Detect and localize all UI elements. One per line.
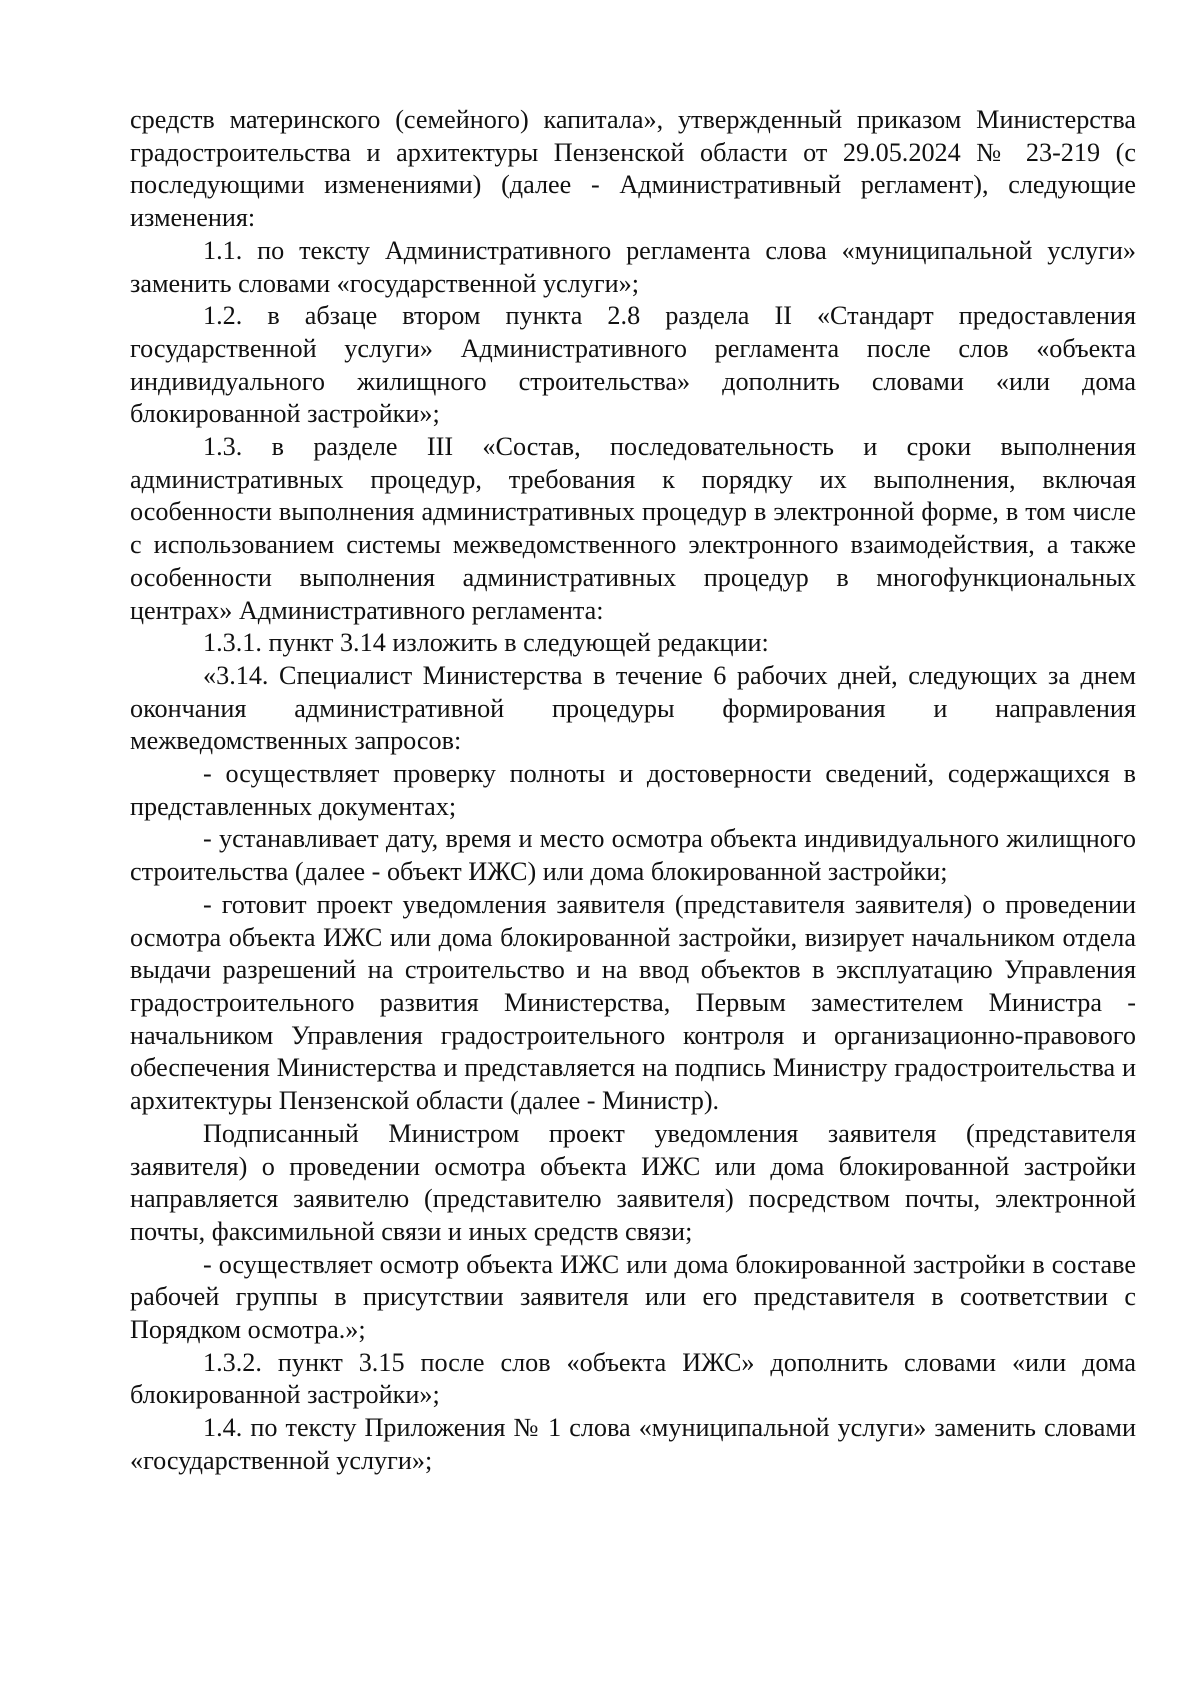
paragraph: Подписанный Министром проект уведомления заявителя (представителя заявителя) о проведении осмотра объекта ИЖС или дома блокированной застройки направляется заявителю (представителю заявителя) посредством почты, электронной почты, факсимильной связи и иных средств связи; <box>130 1118 1136 1246</box>
paragraph: средств материнского (семейного) капитала», утвержденный приказом Министерства градостроительства и архитектуры Пензенской области от 29.05.2024 № 23-219 (с последующими изменениями) (далее - Административный регламент), следующие изменения: <box>130 105 1136 233</box>
paragraph-1-1: 1.1. по тексту Административного регламента слова «муниципальной услуги» заменить словами «государственной услуги»; <box>130 235 1136 298</box>
list-item: - осуществляет проверку полноты и достоверности сведений, содержащихся в представленных документах; <box>130 759 1136 821</box>
paragraph-1-2: 1.2. в абзаце втором пункта 2.8 раздела II «Стандарт предоставления государственной услуги» Административного регламента после слов «объекта индивидуального жилищного строительства» дополнить словами «или дома блокированной застройки»; <box>130 301 1136 429</box>
paragraph-1-4: 1.4. по тексту Приложения № 1 слова «муниципальной услуги» заменить словами «государственной услуги»; <box>130 1413 1136 1475</box>
list-item: - устанавливает дату, время и место осмотра объекта индивидуального жилищного строительства (далее - объект ИЖС) или дома блокированной застройки; <box>130 824 1136 887</box>
document-page <box>130 104 1136 1478</box>
list-item: - готовит проект уведомления заявителя (представителя заявителя) о проведении осмотра объекта ИЖС или дома блокированной застройки, визирует начальником отдела выдачи разрешений на строительство и на ввод объектов в эксплуатацию Управления градостроительного развития Министерства, Первым заместителем Министра - начальником Управления градостроительного контроля и организационно-правового обеспечения Министерства и представляется на подпись Министру градостроительства и архитектуры Пензенской области (далее - Министр). <box>130 889 1136 1116</box>
paragraph-1-3-2: 1.3.2. пункт 3.15 после слов «объекта ИЖС» дополнить словами «или дома блокированной застройки»; <box>130 1347 1136 1410</box>
list-item: - осуществляет осмотр объекта ИЖС или дома блокированной застройки в составе рабочей группы в присутствии заявителя или его представителя в соответствии с Порядком осмотра.»; <box>130 1249 1136 1345</box>
paragraph-3-14: «3.14. Специалист Министерства в течение 6 рабочих дней, следующих за днем окончания административной процедуры формирования и направления межведомственных запросов: <box>130 660 1136 756</box>
paragraph-1-3: 1.3. в разделе III «Состав, последовательность и сроки выполнения административных процедур, требования к порядку их выполнения, включая особенности выполнения административных процедур в электронной форме, в том числе с использованием системы межведомственного электронного взаимодействия, а также особенности выполнения административных процедур в многофункциональных центрах» Административного регламента: <box>130 432 1136 625</box>
paragraph-1-3-1: 1.3.1. пункт 3.14 изложить в следующей редакции: <box>203 628 769 658</box>
